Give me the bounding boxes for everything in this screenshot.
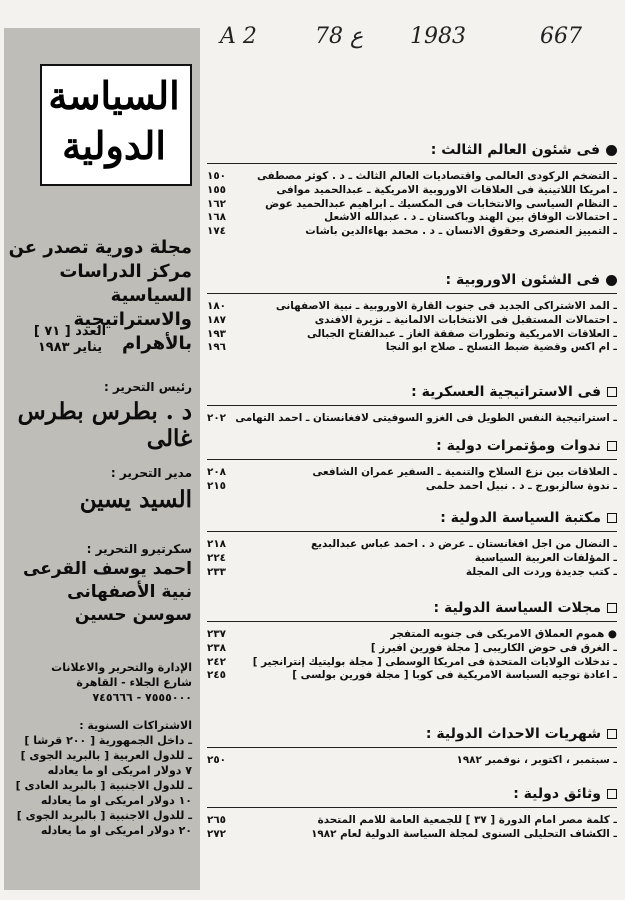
magazine-logo (40, 64, 192, 186)
section-divider (207, 163, 617, 164)
toc-section-military (207, 384, 617, 426)
logo-line-2: الدولية (62, 123, 166, 168)
page-number: ٢٤٥ (207, 669, 227, 682)
subscriptions-label: الاشتراكات السنوية : (79, 719, 192, 732)
toc-section-library (207, 510, 617, 579)
toc-section-monthly-events (207, 726, 617, 768)
logo-line-1: السياسة (48, 73, 180, 118)
subscription-line: ـ للدول الاجنبية [ بالبريد الجوى ] (16, 809, 192, 822)
page-number: ١٥٠ (207, 170, 227, 182)
section-title: فى شئون العالم الثالث : (430, 142, 600, 158)
toc-entry: ● هموم العملاق الامريكى فى جنوبه المتفجر ٢٣٧ (207, 628, 617, 640)
subscription-line: ـ للدول العربية [ بالبريد الجوى ] (20, 749, 192, 762)
page-number: ١٥٥ (207, 183, 227, 196)
box-bullet-icon (607, 603, 617, 613)
handwritten-mark-b: 78 ع (315, 24, 364, 49)
page-number: ٢٥٠ (207, 754, 227, 766)
managing-editor-label: مدير التحرير : (110, 466, 192, 480)
description-line: مجلة دورية تصدر عن (8, 237, 192, 258)
toc-section-journals (207, 600, 617, 683)
toc-entry: ـ التمييز العنصرى وحقوق الانسان ـ د . محمد بهاءالدين باشات ١٧٤ (207, 225, 617, 238)
toc-entry: ـ العلاقات الامريكية وتطورات صفقة الغاز ـ عبدالفتاح الجبالى ١٩٣ (207, 327, 617, 340)
toc-entry: ـ ام اكس وقضية ضبط التسلح ـ صلاح ابو النجا ١٩٦ (207, 341, 617, 354)
page-number: ٢٠٢ (207, 412, 227, 424)
page-number: ٢١٨ (207, 538, 227, 550)
box-bullet-icon (607, 441, 617, 451)
section-title: فى الاستراتيجية العسكرية : (411, 384, 601, 400)
toc-entry: ـ المؤلفات العربية السياسية ٢٢٤ (207, 551, 617, 564)
issue-date: يناير ١٩٨٣ (37, 340, 103, 355)
managing-editor-name: السيد يسين (79, 486, 192, 513)
admin-address (6, 660, 192, 705)
section-title: وثائق دولية : (513, 786, 601, 802)
toc-entry: ـ استراتيجية النفس الطويل فى الغزو السوفيتى لافغانستان ـ احمد التهامى ٢٠٢ (207, 412, 617, 424)
handwritten-number: 667 (540, 24, 582, 49)
subscription-line: ـ داخل الجمهورية [ ٢٠٠ قرشا ] (24, 734, 192, 747)
toc-section-conferences (207, 438, 617, 494)
page-number: ١٦٢ (207, 197, 227, 210)
section-title: مجلات السياسة الدولية : (433, 600, 601, 616)
subscription-line: ١٠ دولار امريكى او ما يعادله (40, 794, 192, 807)
section-divider (207, 531, 617, 532)
toc-entry: ـ كتب جديدة وردت الى المجلة ٢٣٣ (207, 565, 617, 578)
page-number: ١٨٧ (207, 313, 227, 326)
section-title: ندوات ومؤتمرات دولية : (436, 438, 601, 454)
section-title: مكتبة السياسة الدولية : (440, 510, 601, 526)
toc-entry: ـ التضخم الركودى العالمى واقتصاديات العالم الثالث ـ د . كوثر مصطفى ١٥٠ (207, 170, 617, 182)
section-divider (207, 293, 617, 294)
toc-entry: ـ المد الاشتراكى الجديد فى جنوب القارة الاوروبية ـ نبية الاصفهانى ١٨٠ (207, 300, 617, 312)
secretary-name: نبية الأصفهانى (67, 582, 192, 602)
toc-entry: ـ امريكا اللاتينية فى العلاقات الاوروبية الامريكية ـ عبدالحميد موافى ١٥٥ (207, 183, 617, 196)
page-number: ٢٣٧ (207, 628, 227, 640)
toc-entry: ـ العلاقات بين نزع السلاح والتنمية ـ السفير عمران الشافعى ٢٠٨ (207, 466, 617, 478)
section-divider (207, 807, 617, 808)
secretary-name: سوسن حسين (74, 605, 192, 625)
section-title: فى الشئون الاوروبية : (445, 272, 600, 288)
admin-line: الإدارة والتحرير والاعلانات (51, 661, 192, 674)
toc-entry: ـ النضال من اجل افغانستان ـ عرض د . احمد عباس عبدالبديع ٢١٨ (207, 538, 617, 550)
page-number: ٢٠٨ (207, 466, 227, 478)
page-number: ٢١٥ (207, 479, 227, 492)
section-divider (207, 621, 617, 622)
secretaries-list (6, 558, 192, 627)
description-line: والاستراتيجية بالأهرام (73, 309, 192, 354)
section-divider (207, 405, 617, 406)
page-number: ٢٢٤ (207, 551, 227, 564)
chief-editor-name: د . بطرس بطرس غالى (17, 398, 192, 452)
handwritten-mark-a: A 2 (220, 24, 257, 49)
handwritten-year: 1983 (410, 24, 466, 49)
section-title: شهريات الاحداث الدولية : (425, 726, 601, 742)
page-number: ٢٣٨ (207, 641, 227, 654)
subscription-line: ٢٠ دولار امريكى او ما يعادله (40, 824, 192, 837)
admin-line: شارع الجلاء - القاهرة (76, 676, 192, 689)
toc-entry: ـ ندوة سالزبورج ـ د . نبيل احمد حلمى ٢١٥ (207, 479, 617, 492)
subscription-line: ـ للدول الاجنبية [ بالبريد العادى ] (15, 779, 192, 792)
toc-entry: ـ احتمالات الوفاق بين الهند وباكستان ـ د . عبدالله الاشعل ١٦٨ (207, 211, 617, 224)
subscription-line: ٧ دولار امريكى او ما يعادله (47, 764, 192, 777)
chief-editor-label: رئيس التحرير : (103, 380, 192, 394)
page-number: ٢٤٢ (207, 655, 227, 668)
toc-entry: ـ احتمالات المستقبل فى الانتخابات الالمانية ـ نزيرة الافندى ١٨٧ (207, 313, 617, 326)
filled-bullet-icon (606, 145, 617, 156)
toc-section-documents (207, 786, 617, 842)
masthead-column (4, 28, 200, 890)
page-number: ١٩٦ (207, 341, 227, 354)
issue-info (20, 324, 120, 356)
filled-bullet-icon (606, 275, 617, 286)
secretaries-label: سكرتيرو التحرير : (86, 542, 192, 556)
box-bullet-icon (607, 387, 617, 397)
page-number: ١٦٨ (207, 211, 227, 224)
page-number: ٢٦٥ (207, 814, 227, 826)
section-divider (207, 459, 617, 460)
page-number: ٢٧٢ (207, 827, 227, 840)
toc-section-third-world (207, 142, 617, 239)
admin-line: ٧٥٥٥٠٠٠ - ٧٤٥٦٦٦ (92, 691, 192, 704)
toc-section-european (207, 272, 617, 355)
toc-entry: ـ كلمة مصر امام الدورة [ ٣٧ ] للجمعية العامة للامم المتحدة ٢٦٥ (207, 814, 617, 826)
toc-entry: ـ النظام السياسى والانتخابات فى المكسيك ـ ابراهيم عبدالحميد عوض ١٦٢ (207, 197, 617, 210)
page-number: ١٧٤ (207, 225, 227, 238)
page-number: ١٨٠ (207, 300, 227, 312)
box-bullet-icon (607, 513, 617, 523)
toc-entry: ـ سبتمبر ، اكتوبر ، نوفمبر ١٩٨٢ ٢٥٠ (207, 754, 617, 766)
page-number: ١٩٣ (207, 327, 227, 340)
issue-number: العدد [ ٧١ ] (33, 324, 107, 339)
toc-entry: ـ تدخلات الولايات المتحدة فى امريكا الوسطى [ مجلة بوليتيك إنترانجير ] ٢٤٢ (207, 655, 617, 668)
toc-entry: ـ الغرق فى حوض الكاريبى [ مجلة فورين افيرز ] ٢٣٨ (207, 641, 617, 654)
page-number: ٢٣٣ (207, 565, 227, 578)
box-bullet-icon (607, 789, 617, 799)
secretary-name: احمد يوسف القرعى (23, 559, 192, 579)
section-divider (207, 747, 617, 748)
box-bullet-icon (607, 729, 617, 739)
toc-entry: ـ اعادة توجيه السياسة الامريكية فى كوبا [ مجلة فورين بولسى ] ٢٤٥ (207, 669, 617, 682)
subscriptions (6, 718, 192, 838)
description-line: مركز الدراسات السياسية (59, 261, 192, 306)
toc-entry: ـ الكشاف التحليلى السنوى لمجلة السياسة الدولية لعام ١٩٨٢ ٢٧٢ (207, 827, 617, 840)
